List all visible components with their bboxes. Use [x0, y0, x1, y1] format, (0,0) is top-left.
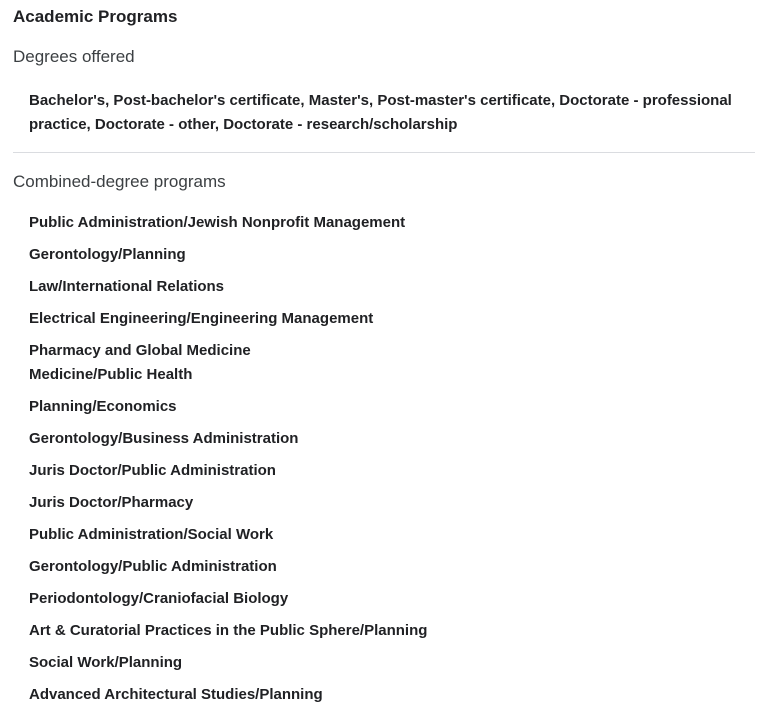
program-item: Electrical Engineering/Engineering Management	[29, 310, 374, 327]
program-item: Advanced Architectural Studies/Planning	[29, 686, 323, 703]
program-item: Social Work/Planning	[29, 654, 183, 671]
section-title: Academic Programs	[13, 7, 178, 26]
program-item: Periodontology/Craniofacial Biology	[29, 590, 289, 607]
program-item: Juris Doctor/Public Administration	[29, 462, 276, 479]
section-divider	[13, 152, 755, 153]
program-item: Gerontology/Business Administration	[29, 430, 299, 447]
program-item: Juris Doctor/Pharmacy	[29, 494, 194, 511]
program-item: Pharmacy and Global Medicine	[29, 342, 251, 359]
combined-degree-heading: Combined-degree programs	[13, 172, 226, 191]
program-item: Public Administration/Jewish Nonprofit Management	[29, 214, 406, 231]
program-item: Law/International Relations	[29, 278, 225, 295]
program-item: Medicine/Public Health	[29, 366, 193, 383]
degrees-offered-heading: Degrees offered	[13, 47, 135, 66]
program-item: Art & Curatorial Practices in the Public Sphere/Planning	[29, 622, 428, 639]
program-item: Gerontology/Public Administration	[29, 558, 277, 575]
degrees-offered-list: Bachelor's, Post-bachelor's certificate, Master's, Post-master's certificate, Doctorate - professional practice, Doctorate - other, Doctorate - research/scholarship	[29, 92, 732, 133]
program-item: Public Administration/Social Work	[29, 526, 274, 543]
program-item: Gerontology/Planning	[29, 246, 186, 263]
program-item: Planning/Economics	[29, 398, 177, 415]
